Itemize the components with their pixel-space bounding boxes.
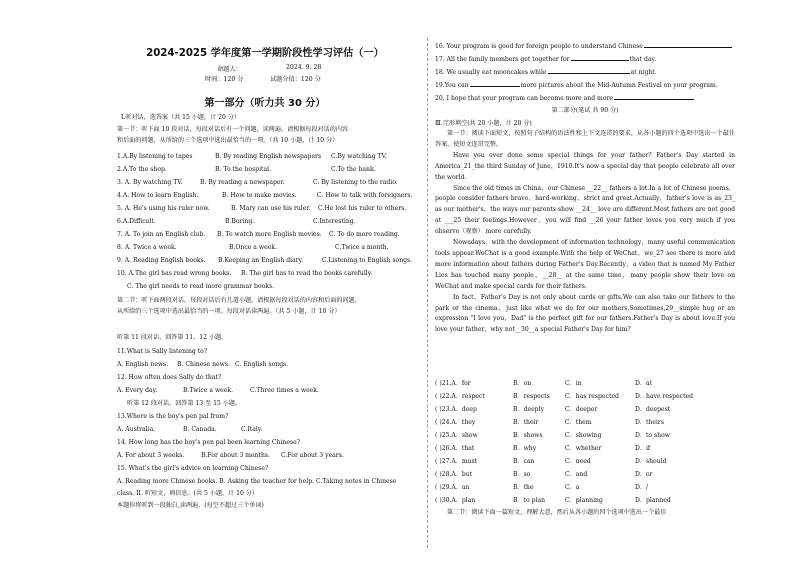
exam-time: 时间：120 分 bbox=[205, 76, 244, 83]
choice-row-28: ( )28.A．but B．so C．and D．or bbox=[435, 471, 653, 478]
exam-date: 2024. 9. 28 bbox=[286, 64, 322, 71]
question-1: 1.A.By listening to tapes B. By reading English newspapers C.By watching TV. bbox=[117, 153, 387, 160]
fill-20: 20. I hope that your program can become more and more bbox=[435, 95, 694, 102]
exam-title: 2024-2025 学年度第一学期阶段性学习评估（一） bbox=[146, 48, 384, 59]
question-14-options: A. For about 3 weeks. B.For about 3 months. C.For about 3 years. bbox=[117, 452, 344, 459]
question-13: 13.Where is the boy's pen pal from? bbox=[117, 413, 229, 420]
passage-paragraph: Since the old times in China，our Chinese __22__ fathers a lot.In a lot of Chinese poems，people consider fathers brave，hard-working，strict and great.Actually，father's love is as_23_ as our mother's，the ways our parents show __24__ love are different.Most fathers are not good at ___25 their feelings.However，you will find __26 your father loves you very much if you observe（观察） more carefully. bbox=[435, 184, 735, 236]
choice-row-21: ( )21.A．for B．on C．in D．at bbox=[435, 380, 653, 387]
question-15-options: A. Reading more Chinese books. B. Asking the teacher for help. C.Taking notes in Chinese bbox=[117, 478, 397, 485]
column-divider bbox=[427, 38, 428, 548]
dialog2-heading: 听第 12 段对话，回答第 13 至 15 小题。 bbox=[127, 400, 242, 407]
section1-heading: Ⅰ.听对话，选答案（共 15 小题，计 20 分） bbox=[121, 114, 241, 121]
question-8: 8. A. Twice a week. B.Once a week. C.Twice a month. bbox=[117, 244, 389, 251]
right-column bbox=[435, 0, 745, 561]
choice-row-30: ( )30.A．plan B．to plan C．planning D．planned bbox=[435, 497, 671, 504]
question-6: 6.A.Difficult. B.Boring. C.Interesting. bbox=[117, 218, 356, 225]
question-15: 15. What's the girl's advice on learning Chinese? bbox=[117, 465, 269, 472]
left-column bbox=[115, 0, 422, 561]
cloze-passage bbox=[435, 129, 735, 336]
fill-18: 18. We usually eat mooncakes while at night. bbox=[435, 69, 657, 76]
passage-paragraph: Nowadays，with the development of information technology，many useful communication tools appear.WeChat is a good example.With the help of WeChat，we_27 see there is more and more information about fathers during Father's Day.Recently，a video that is named My Father Lies has touched many people，__28__ at the same time，many people show their love on WeChat and make special cards for their fathers. bbox=[435, 239, 735, 290]
choice-row-29: ( )29.A．an B．the C．a D．/ bbox=[435, 484, 649, 491]
passage-paragraph: Have you ever done some special things for your father? Father's Day started in America_21_the third Sunday of June，1910.It's now a special day that people celebrate all over the world. bbox=[435, 151, 735, 181]
choice-row-25: ( )25.A．show B．shows C．showing D．to show bbox=[435, 432, 670, 439]
choice-row-22: ( )22.A．respect B．respects C．has respected D．have respected bbox=[435, 393, 694, 400]
question-10: 10. A.The girl has read wrong books. B. The girl has to read the books carefully. bbox=[117, 270, 373, 277]
question-12: 12. How often does Sally do that? bbox=[117, 374, 222, 381]
question-11-options: A. English news. B. Chinese news. C. English songs. bbox=[117, 361, 289, 368]
question-2: 2.A.To the shop. B. To the hospital. C.To the bank. bbox=[117, 166, 376, 173]
choice-row-27: ( )27.A．must B．can C．need D．should bbox=[435, 458, 667, 465]
section2-intro-line: 第二节：听下面两段对话，每段对话后有几道小题，请根据每段对话的内容和后面的问题， bbox=[117, 297, 361, 304]
section3-intro: 第一节：阅读下面短文，按照句子结构的语法性和上下文连贯的要求，从各小题的四个选项中选出一个最佳答案，使短文连贯完整。 bbox=[435, 130, 735, 148]
author-label: 命题人： bbox=[217, 66, 242, 73]
choice-row-24: ( )24.A．they B．their C．them D．theirs bbox=[435, 419, 664, 426]
choice-row-23: ( )23.A．deep B．deeply C．deeper D．deepest bbox=[435, 406, 671, 413]
question-10-option-c: C. The girl needs to read more grammar books. bbox=[127, 283, 275, 290]
fill-16: 16. Your program is good for foreign people to understand Chinese bbox=[435, 43, 732, 50]
part1-title: 第一部分（听力共 30 分） bbox=[204, 98, 326, 109]
question-3: 3. A. By watching TV. B. By reading a newspaper. C. By listening to the radio. bbox=[117, 179, 398, 186]
section3b-intro: 第二节：阅读下面一篇短文，理解大意，然后从各小题的四个选项中选出一个最佳 bbox=[447, 509, 667, 516]
section3-heading: Ⅲ.完形填空(共 20 小题，计 20 分) bbox=[435, 120, 532, 127]
question-7: 7. A. To join an English club. B. To watch more English movies. C. To do more reading. bbox=[117, 231, 400, 238]
section2-listening-heading: class. II. 听短文，填信息。(共 5 小题，计 10 分） bbox=[117, 490, 258, 497]
section1-intro-line: 和后面的问题，从所给的三个选项中选出最恰当的一项。（共 10 小题，计 10 分） bbox=[117, 137, 339, 144]
question-4: 4.A. How to learn English. B. How to make movies. C. How to talk with foreigners. bbox=[117, 192, 413, 199]
exam-score: 试题分值：120 分 bbox=[270, 76, 321, 83]
section2-intro-line: 从所给的三个选项中选出最恰当的一项。每段对话读两遍。（共 5 小题，计 10 分） bbox=[117, 308, 341, 315]
question-12-options: A. Every day. B.Twice a week. C.Three times a week. bbox=[117, 387, 319, 394]
fill-17: 17. All the family members get together for that day. bbox=[435, 56, 657, 63]
section1-intro-line: 第一节：听下面 10 段对话，每段对话后有一个问题，读两遍。请根据每段对话的内容 bbox=[117, 126, 349, 133]
choice-row-26: ( )26.A．that B．why C．whether D．if bbox=[435, 445, 651, 452]
passage-paragraph: In fact，Father's Day is not only about cards or gifts.We can also take our fathers to the park or the cinema，just like what we do for our mothers.Sometimes,29__simple hug or an expression "I love you，Dad" is the perfect gift for our fathers.Father's Day is about love.If you love your father，why not__30__a special Father's Day for him? bbox=[435, 293, 735, 334]
question-11: 11.What is Sally listening to? bbox=[117, 348, 208, 355]
fill-19: 19.You can more pictures about the Mid-Autumn Festival on your program. bbox=[435, 82, 718, 89]
part2-title: 第二部分(笔试 共 90 分) bbox=[551, 107, 619, 114]
question-14: 14. How long has the boy's pen pal been learning Chinese? bbox=[117, 439, 301, 446]
question-13-options: A. Australia. B. Canada. C.Italy. bbox=[117, 426, 263, 433]
question-9: 9. A. Reading English books. B.Keeping an English diary. C.Listening to English songs. bbox=[117, 257, 413, 264]
question-5: 5. A. He's using his ruler now. B. Mary can use his ruler. C.He lost his ruler to others. bbox=[117, 205, 407, 212]
dialog1-heading: 听第 11 段对话，回答第 11、12 小题。 bbox=[117, 334, 228, 341]
section2-listening-note: 本题你将听到一段独白,读两遍。(每空不超过三个单词) bbox=[117, 502, 264, 509]
